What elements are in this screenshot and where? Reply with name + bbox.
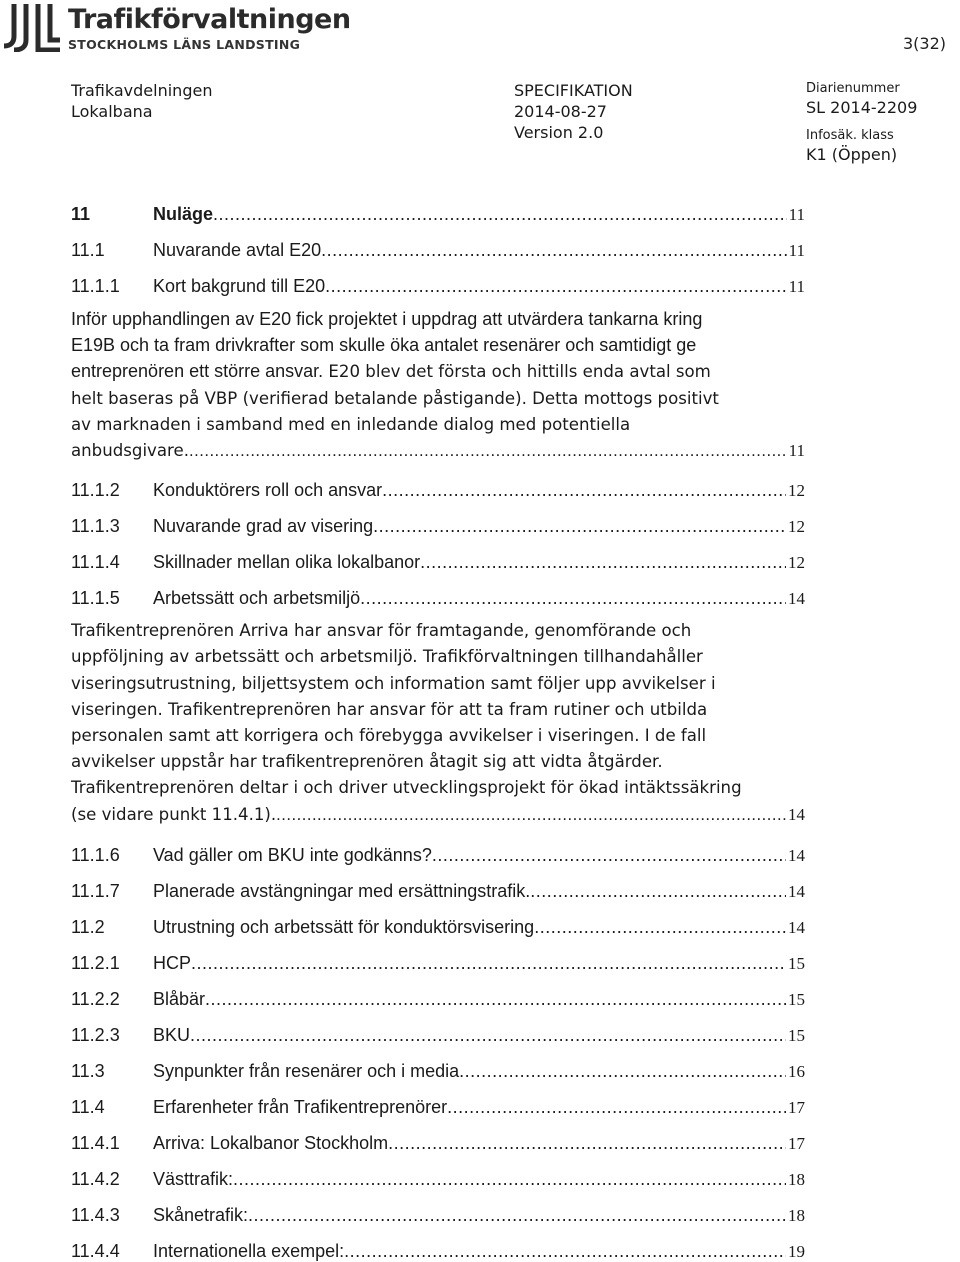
toc-title: Nuvarande avtal E20 (153, 240, 322, 260)
toc-leader (447, 1097, 805, 1118)
toc-title: Internationella exempel: (153, 1240, 345, 1261)
document-type: SPECIFIKATION (514, 81, 633, 100)
toc-title: Planerade avstängningar med ersättningstrafik. (153, 880, 531, 901)
toc-page: 11 (788, 277, 805, 296)
toc-title: Utrustning och arbetssätt för konduktörsvisering (153, 916, 535, 937)
toc-page: 18 (788, 1205, 805, 1225)
organization-logo (2, 2, 351, 54)
toc-page: 11 (788, 441, 805, 461)
toc-title: Nuvarande grad av visering (153, 516, 374, 537)
toc-title: Kort bakgrund till E20 (153, 276, 326, 296)
toc-paragraph-text: entreprenören ett större ansvar. (71, 361, 324, 382)
toc-number: 11.1.7 (71, 880, 120, 901)
toc-title: Skånetrafik: (153, 1204, 249, 1225)
toc-paragraph-line: Trafikentreprenören Arriva har ansvar för framtagande, genomförande och (71, 621, 692, 641)
toc-number: 11.1.5 (71, 588, 120, 609)
toc-leader (373, 516, 805, 537)
toc-number: 11.2.1 (71, 952, 120, 973)
toc-leader (325, 276, 805, 297)
toc-paragraph-line: av marknaden i samband med en inledande dialog med potentiella (71, 414, 631, 434)
toc-leader (459, 1061, 805, 1082)
toc-number: 11.1.2 (71, 480, 120, 501)
toc-entry[interactable] (71, 464, 805, 501)
table-of-contents (71, 198, 805, 1262)
toc-leader (205, 989, 805, 1010)
toc-leader (432, 845, 805, 866)
toc-entry[interactable] (71, 1226, 805, 1262)
toc-number: 11.1.1 (71, 276, 120, 296)
toc-title: Nuläge (153, 204, 214, 224)
toc-number: 11.1.3 (71, 516, 120, 537)
toc-number: 11 (71, 204, 91, 224)
toc-entry[interactable] (71, 866, 805, 902)
toc-page: 12 (788, 553, 805, 573)
logo-mark-icon (2, 2, 62, 52)
toc-number: 11.4.3 (71, 1204, 120, 1225)
header-department (71, 80, 212, 122)
toc-title: Skillnader mellan olika lokalbanor (153, 552, 421, 573)
toc-paragraph-line: viseringsutrustning, biljettsystem och information samt följer upp avvikelser i (71, 673, 716, 693)
infosak-label: Infosäk. klass (806, 128, 894, 143)
page-number: 3(32) (902, 34, 946, 53)
toc-page: 12 (788, 517, 805, 537)
toc-page: 12 (788, 481, 805, 501)
toc-entry[interactable] (71, 1118, 805, 1154)
toc-leader (190, 1025, 805, 1046)
toc-paragraph-text: anbudsgivare. (71, 441, 189, 461)
toc-number: 11.4.1 (71, 1132, 120, 1153)
toc-paragraph-line: avvikelser uppstår har trafikentreprenören åtagit sig att vidta åtgärder. (71, 752, 663, 772)
toc-entry[interactable] (71, 537, 805, 573)
toc-title: Synpunkter från resenärer och i media (153, 1060, 460, 1081)
toc-number: 11.4 (71, 1096, 105, 1117)
toc-number: 11.1.6 (71, 844, 120, 865)
toc-leader (233, 1169, 805, 1190)
toc-paragraph-line: uppföljning av arbetssätt och arbetsmiljö. Trafikförvaltningen tillhandahåller (71, 647, 703, 667)
toc-page: 15 (788, 1025, 805, 1045)
toc-entry[interactable] (71, 1046, 805, 1082)
toc-page: 19 (788, 1241, 805, 1261)
toc-paragraph-line (71, 802, 805, 828)
toc-page: 15 (788, 989, 805, 1009)
toc-title: Arriva: Lokalbanor Stockholm (153, 1132, 389, 1153)
toc-page: 14 (788, 845, 805, 865)
diarie-label: Diarienummer (806, 81, 900, 96)
toc-paragraph-entry[interactable] (71, 618, 805, 828)
toc-entry[interactable] (71, 828, 805, 866)
toc-leader (276, 802, 786, 828)
toc-leader (530, 881, 805, 902)
toc-title: Konduktörers roll och ansvar (153, 480, 383, 501)
toc-leader (388, 1133, 805, 1154)
toc-leader (321, 240, 805, 261)
toc-title: Vad gäller om BKU inte godkänns? (153, 844, 432, 865)
toc-paragraph-text: E20 blev det första och hittills enda avtal som (328, 362, 711, 382)
header-document-info (514, 80, 633, 143)
toc-number: 11.2.2 (71, 988, 120, 1009)
toc-number: 11.2 (71, 916, 105, 937)
toc-paragraph-line: E19B och ta fram drivkrafter som skulle öka antalet resenärer och samtidigt ge (71, 335, 697, 356)
logo-subtitle: STOCKHOLMS LÄNS LANDSTING (68, 37, 301, 52)
toc-leader (420, 552, 805, 573)
toc-paragraph-line: viseringen. Trafikentreprenören har ansvar för att ta fram rutiner och utbilda (71, 699, 708, 719)
toc-page: 18 (788, 1169, 805, 1189)
toc-leader (344, 1241, 805, 1262)
toc-leader (360, 588, 805, 609)
toc-leader (248, 1205, 805, 1226)
toc-leader (534, 917, 805, 938)
toc-title: Arbetssätt och arbetsmiljö (153, 588, 361, 609)
toc-entry[interactable] (71, 198, 805, 225)
toc-page: 14 (788, 917, 805, 937)
document-date: 2014-08-27 (514, 102, 607, 121)
toc-title: HCP (153, 952, 192, 973)
toc-entry[interactable] (71, 501, 805, 537)
toc-page: 14 (788, 881, 805, 901)
toc-number: 11.2.3 (71, 1024, 120, 1045)
toc-paragraph-entry[interactable] (71, 306, 805, 464)
logo-name: Trafikförvaltningen (68, 4, 351, 35)
toc-page: 17 (788, 1133, 805, 1153)
toc-entry[interactable] (71, 1010, 805, 1046)
toc-page: 14 (788, 589, 805, 609)
unit-name: Lokalbana (71, 102, 153, 121)
toc-page: 11 (788, 241, 805, 260)
toc-title: Västtrafik: (153, 1168, 234, 1189)
toc-entry[interactable] (71, 261, 805, 297)
toc-number: 11.1.4 (71, 552, 120, 573)
toc-page: 11 (788, 205, 805, 224)
toc-entry[interactable] (71, 902, 805, 938)
toc-page: 15 (788, 953, 805, 973)
toc-entry[interactable] (71, 1190, 805, 1226)
toc-entry[interactable] (71, 1154, 805, 1190)
toc-paragraph-line (71, 438, 805, 464)
toc-page: 17 (788, 1097, 805, 1117)
toc-entry[interactable] (71, 1082, 805, 1118)
toc-paragraph-text: helt baseras på VBP (verifierad betalande påstigande). (71, 388, 527, 408)
toc-entry[interactable] (71, 573, 805, 609)
toc-title: Blåbär (153, 988, 206, 1009)
header-registration (806, 80, 917, 165)
toc-entry[interactable] (71, 974, 805, 1010)
toc-paragraph-line (71, 386, 805, 412)
toc-number: 11.3 (71, 1060, 105, 1081)
toc-number: 11.4.4 (71, 1240, 120, 1261)
toc-paragraph-text: (se vidare punkt 11.4.1). (71, 804, 277, 824)
toc-paragraph-line: personalen samt att korrigera och förebygga avvikelser i viseringen. I de fall (71, 726, 707, 746)
toc-title: BKU (153, 1024, 191, 1045)
toc-title: Erfarenheter från Trafikentreprenörer (153, 1096, 448, 1117)
toc-paragraph-text: Detta mottogs positivt (532, 388, 719, 408)
department-name: Trafikavdelningen (71, 81, 213, 100)
toc-number: 11.1 (71, 240, 105, 260)
toc-paragraph-line: Inför upphandlingen av E20 fick projektet i uppdrag att utvärdera tankarna kring (71, 309, 703, 329)
toc-leader (382, 480, 805, 501)
toc-leader (189, 438, 787, 464)
toc-paragraph-line: Trafikentreprenören deltar i och driver utvecklingsprojekt för ökad intäktssäkring (71, 778, 742, 798)
diarie-value: SL 2014-2209 (806, 98, 918, 117)
toc-number: 11.4.2 (71, 1168, 120, 1189)
toc-entry[interactable] (71, 938, 805, 974)
infosak-value: K1 (Öppen) (806, 145, 898, 164)
toc-entry[interactable] (71, 225, 805, 261)
toc-leader (213, 204, 805, 225)
toc-page: 16 (788, 1061, 805, 1081)
toc-leader (191, 953, 805, 974)
document-version: Version 2.0 (514, 123, 604, 142)
toc-paragraph-line (71, 358, 805, 385)
toc-page: 14 (788, 804, 805, 824)
